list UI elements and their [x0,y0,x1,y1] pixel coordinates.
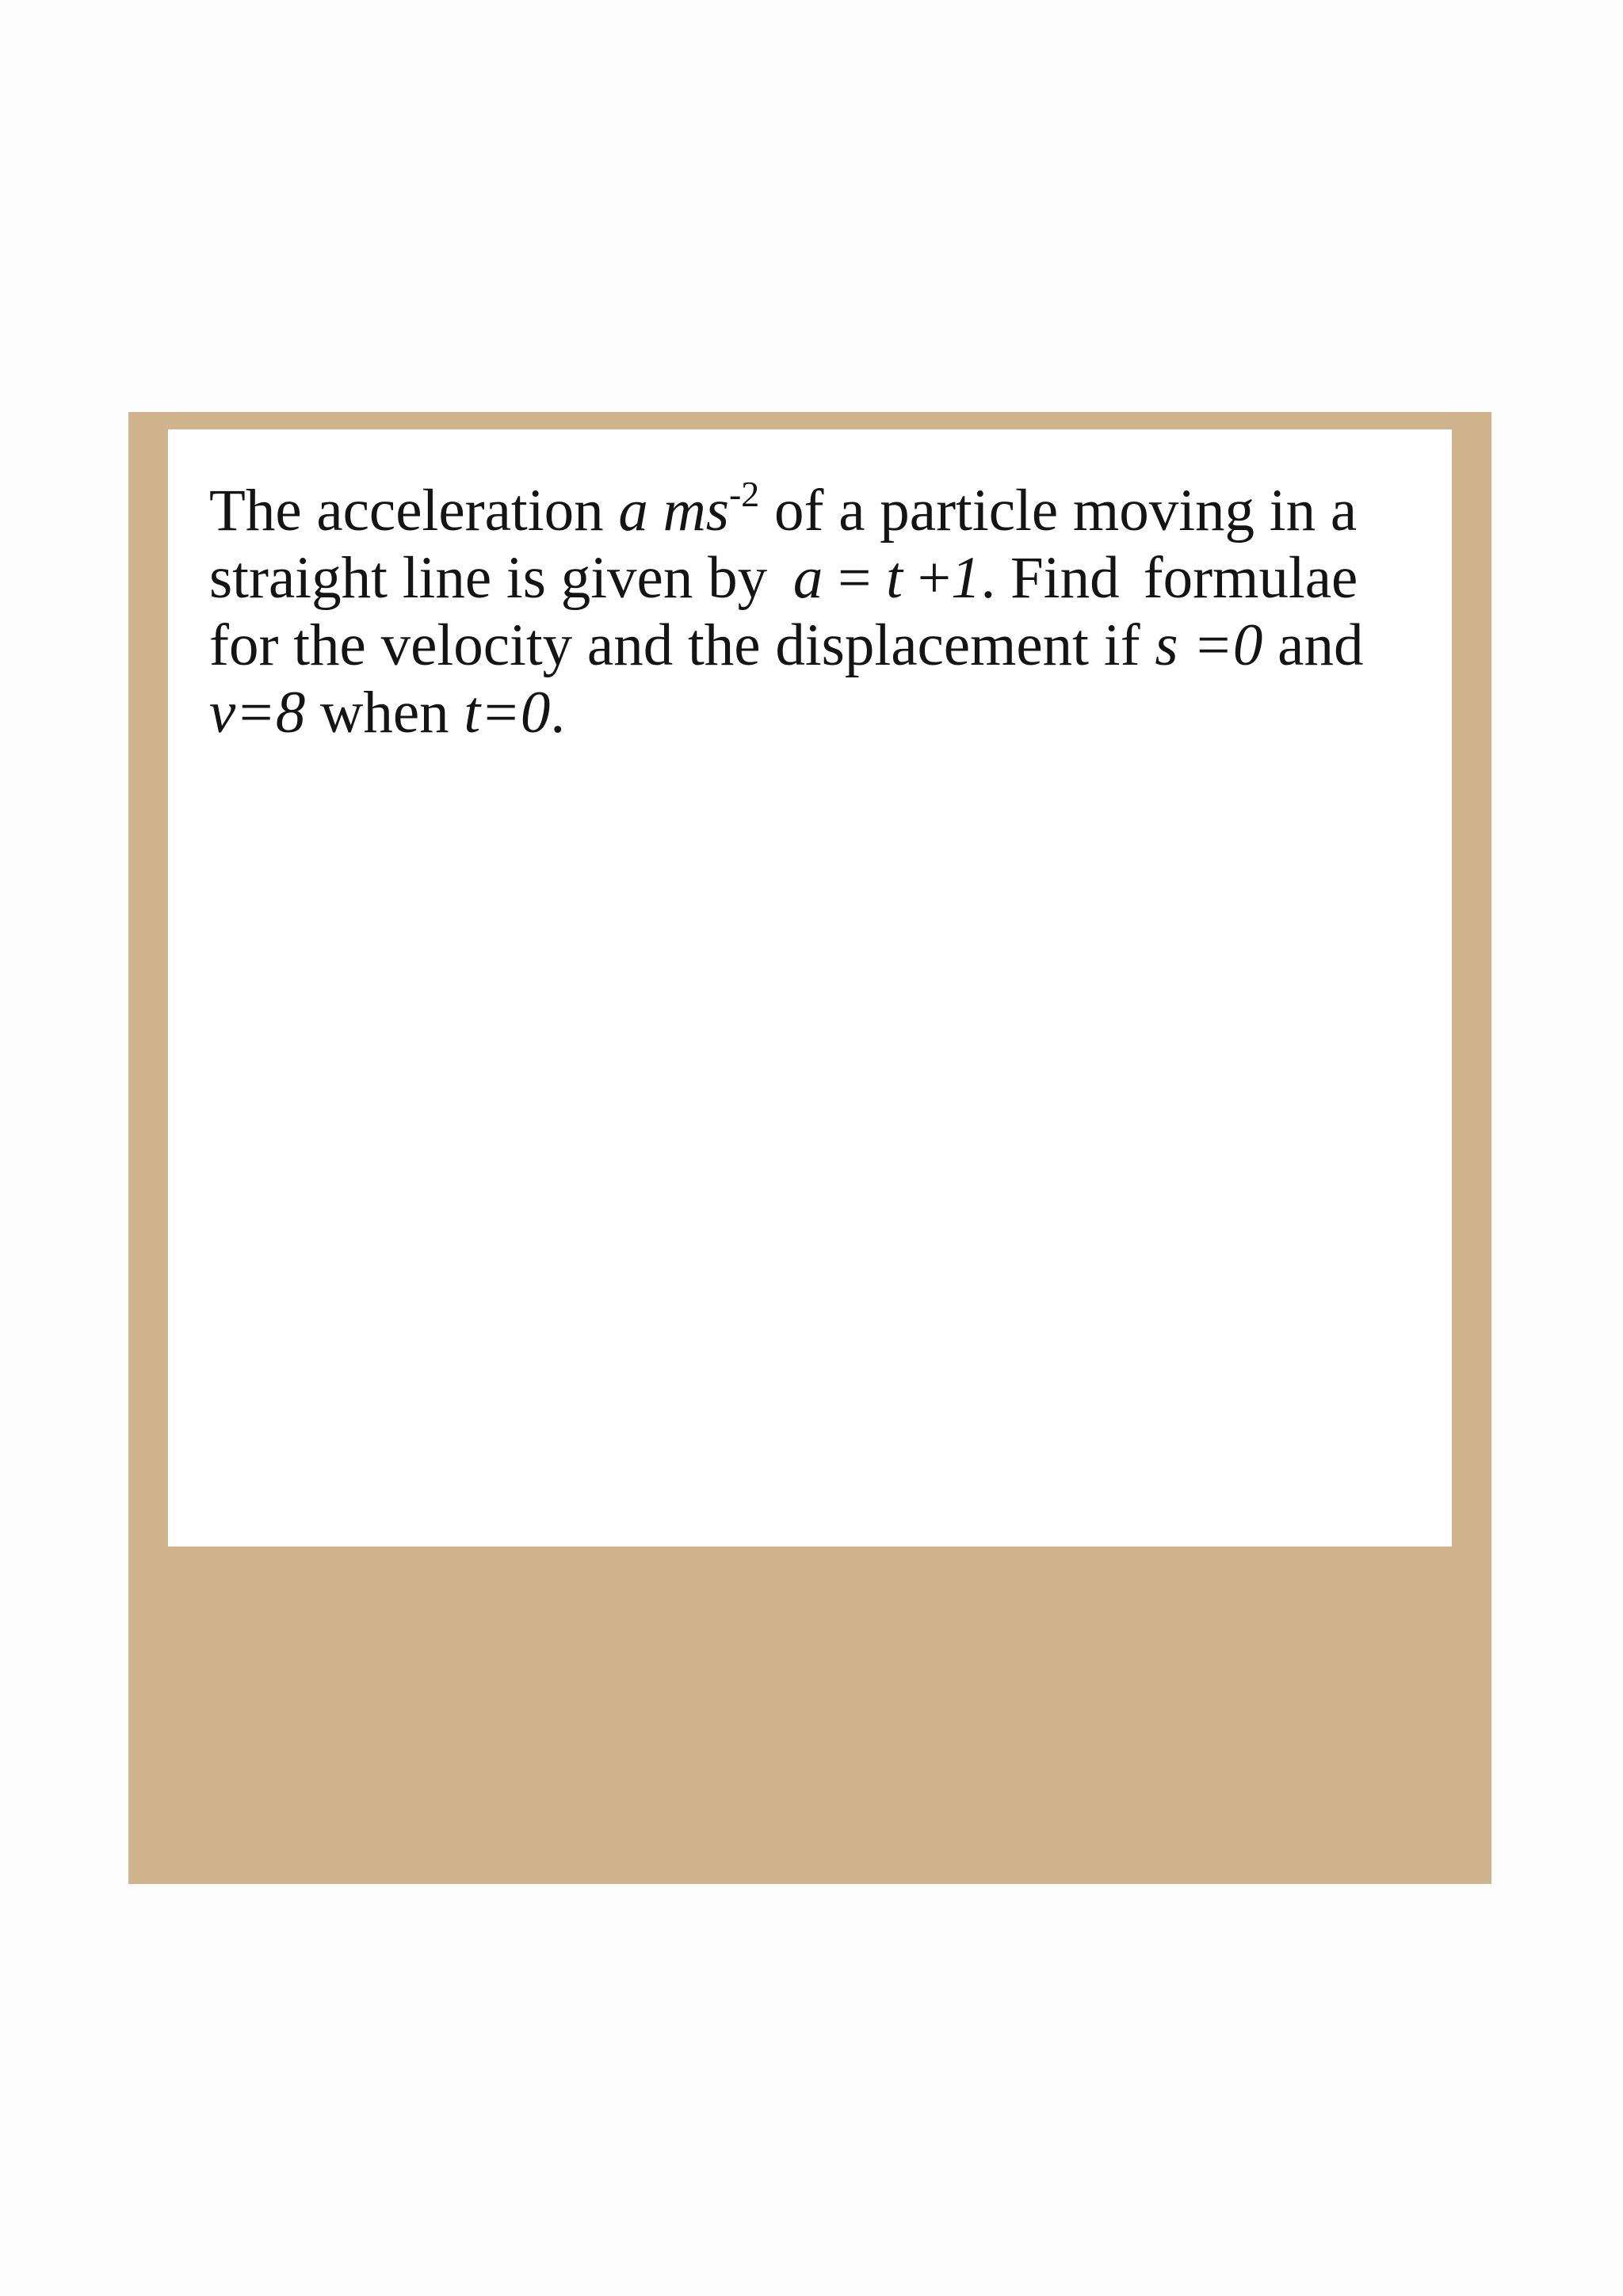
problem-text [209,474,1445,746]
question-card [168,429,1452,1547]
unit-ms: ms [663,478,729,543]
problem-line-2 [209,544,1445,612]
tan-frame [128,412,1491,1884]
problem-line-3 [209,612,1445,679]
variable-v: v [209,680,236,746]
variable-t: t [464,680,481,746]
text-span: straight line is given by [209,545,782,611]
text-span: of a particle moving in a [759,478,1358,543]
text-span [648,478,663,543]
text-span: and [1262,612,1364,678]
text-span: when [305,680,464,746]
plus-sign: + [902,545,952,611]
problem-line-1 [209,474,1445,544]
constant-one: 1 [951,545,981,611]
condition-v: =8 [235,680,306,746]
condition-t: =0 [480,680,551,746]
variable-s: s [1155,612,1178,678]
problem-line-4 [209,679,1445,746]
variable-t: t [886,545,903,611]
text-span: . Find [980,545,1120,611]
equals-sign: = [823,545,887,611]
condition-s: =0 [1178,612,1263,678]
unit-exponent: -2 [728,474,760,514]
text-span: . [550,680,566,746]
variable-a: a [618,478,648,543]
variable-a: a [792,545,823,611]
text-span: for the velocity and the displacement if [209,612,1155,678]
text-span: The acceleration [209,478,619,543]
text-span: formulae [1143,545,1358,611]
